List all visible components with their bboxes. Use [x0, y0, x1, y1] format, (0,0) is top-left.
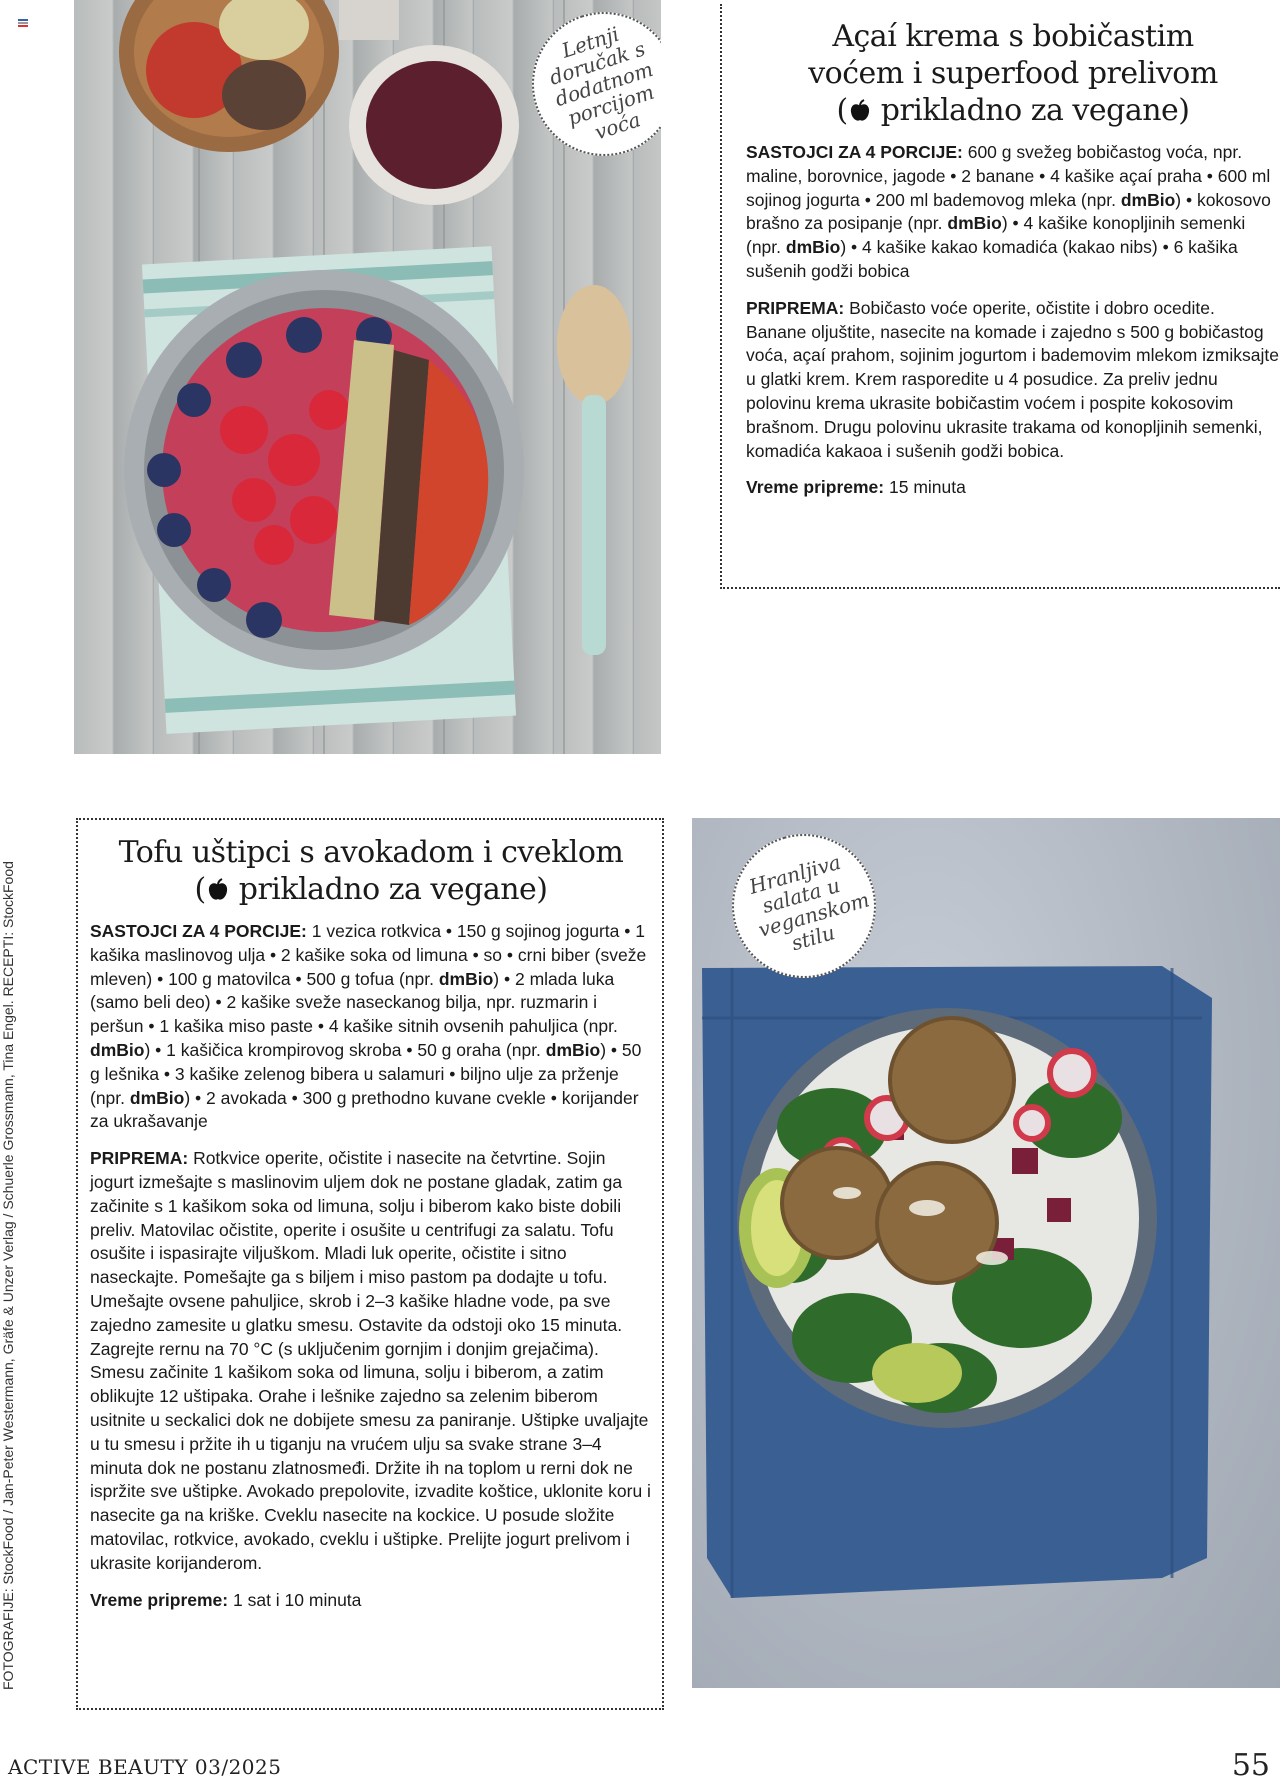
ingredients-paragraph — [90, 920, 652, 1134]
title-line: prikladno za vegane) — [880, 93, 1190, 128]
brand-name: dmBio — [438, 968, 494, 989]
prep-time-value: 1 sat i 10 minuta — [228, 1589, 362, 1610]
page-number: 55 — [1231, 1748, 1270, 1783]
ingredients-text: ) • 4 kašike kakao komadića (kakao nibs) • 6 kašika sušenih godži bobica — [746, 237, 1238, 281]
preparation-label: PRIPREMA: — [90, 1148, 189, 1169]
recipe-title: Açaí krema s bobičastim voćem i superfood prelivom ( prikladno za vegane) — [808, 19, 1218, 128]
bubble-text: Hranljiva salata u veganskom stilu — [746, 849, 872, 956]
preparation-paragraph — [90, 1147, 652, 1575]
corner-mark-icon — [18, 18, 28, 28]
ingredients-text: ) • 50 g lešnika • 3 kašike zelenog bibera u salamuri • biljno ulje za prženje (npr. — [90, 1039, 642, 1108]
prep-time-value: 15 minuta — [884, 477, 966, 498]
recipe-acai-cream — [720, 4, 1280, 589]
prep-time — [90, 1589, 652, 1613]
vegan-apple-icon — [206, 878, 230, 902]
brand-name: dmBio — [90, 1039, 145, 1060]
photo-credits: FOTOGRAFIJE: StockFood / Jan-Peter Westermann, Gräfe & Unzer Verlag / Schuerle Grossmann, Tina Engel. RECEPTI: StockFood — [0, 861, 16, 1690]
brand-name: dmBio — [129, 1087, 185, 1108]
preparation-paragraph — [746, 297, 1280, 464]
ingredients-text: ) • 2 avokada • 300 g prethodno kuvane cvekle • korijander za ukrašavanje — [90, 1087, 639, 1132]
ingredients-text: 1 vezica rotkvica • 150 g sojinog jogurta • 1 kašika maslinovog ulja • 2 kašike soka od limuna • so • crni biber (sveže mleven) • 100 g matovilca • 500 g tofua (npr. — [90, 921, 647, 989]
recipe-tofu-fritters — [76, 818, 664, 1710]
title-line: voćem i superfood prelivom — [808, 56, 1218, 91]
title-line: Açaí krema s bobičastim — [832, 19, 1194, 54]
brand-name: dmBio — [947, 213, 1002, 234]
vegan-apple-icon — [848, 99, 872, 123]
magazine-issue: ACTIVE BEAUTY 03/2025 — [8, 1755, 282, 1779]
preparation-text: Rotkvice operite, očistite i nasecite na četvrtine. Sojin jogurt izmešajte s maslinovim uljem dok ne postane gladak, zatim ga začinite s 1 kašikom soka od limuna, solju i biberom kako biste dobili preliv. Matovilac očistite, operite i osušite u centrifugi za salatu. Tofu osušite i ispasirajte viljuškom. Mladi luk operite, očistite i sitno naseckajte. Pomešajte ga s biljem i miso pastom pa dodajte u tofu. Umešajte ovsene pahuljice, skrob i 2–3 kašike hladne vode, pa sve zajedno zamesite u glatku smesu. Ostavite da odstoji oko 15 minuta. Zagrejte rernu na 70 °C (s uključenim gornjim i donjim grejačima). Smesu začinite 1 kašikom soka od limuna, solju i biberom, a zatim oblikujte 12 uštipaka. Orahe i lešnike zajedno sa zelenim biberom usitnite u seckalici dok ne dobijete smesu za paniranje. Uštipke uvaljajte u tu smesu i pržite ih u tiganju na vrućem ulju sa svake strane 3–4 minuta dok ne postanu zlatnosmeđi. Držite ih na toplom u rerni dok ne ispržite sve uštipke. Avokado prepolovite, izvadite koštice, uklonite koru i nasecite ga na kriške. Cveklu nasecite na kockice. U posude složite matovilac, rotkvice, avokado, cveklu i uštipke. Prelijte jogurt prelivom i ukrasite korijanderom. — [90, 1148, 651, 1573]
preparation-text: Bobičasto voće operite, očistite i dobro ocedite. Banane oljuštite, nasecite na komade i zajedno s 500 g bobičastog voća, açaí prahom, sojinim jogurtom i bademovim mlekom izmiksajte u glatki krem. Krem rasporedite u 4 posudice. Za preliv jednu polovinu krema ukrasite bobičastim voćem i pospite kokosovim brašnom. Drugu polovinu ukrasite trakama od konopljinih semenki, komadića kakaoa i sušenih godži bobica. — [746, 297, 1279, 461]
ingredients-text: ) • 2 mlada luka (samo beli deo) • 2 kašike sveže naseckanog bilja, npr. ruzmarin i peršun • 1 kašika miso paste • 4 kašike sitnih ovsenih pahuljica (npr. — [90, 968, 618, 1037]
title-line: Tofu uštipci s avokadom i cveklom — [118, 835, 624, 870]
preparation-label: PRIPREMA: — [746, 297, 845, 318]
acai-bowl-photo — [74, 0, 661, 754]
brand-name: dmBio — [545, 1039, 601, 1060]
ingredients-text: 600 g svežeg bobičastog voća, npr. maline, borovnice, jagode • 2 banane • 4 kašike açaí praha • 600 ml sojinog jogurta • 200 ml bademovog mleka (npr. — [746, 142, 1271, 210]
ingredients-text: ) • 4 kašike konopljinih semenki (npr. — [746, 213, 1246, 258]
prep-time — [746, 476, 1280, 500]
ingredients-label: SASTOJCI ZA 4 PORCIJE: — [746, 142, 963, 162]
title-line: prikladno za vegane) — [238, 872, 548, 907]
recipe-title: Tofu uštipci s avokadom i cveklom ( prikladno za vegane) — [118, 835, 624, 907]
ingredients-paragraph — [746, 141, 1280, 284]
brand-name: dmBio — [1120, 189, 1176, 210]
prep-time-label: Vreme pripreme: — [746, 477, 885, 498]
ingredients-text: ) • 1 kašičica krompirovog skroba • 50 g oraha (npr. — [144, 1039, 546, 1060]
brand-name: dmBio — [785, 237, 841, 258]
tofu-salad-photo — [692, 818, 1280, 1688]
prep-time-label: Vreme pripreme: — [90, 1589, 229, 1610]
ingredients-label: SASTOJCI ZA 4 PORCIJE: — [90, 921, 307, 941]
ingredients-text: ) • kokosovo brašno za posipanje (npr. — [746, 189, 1271, 234]
bubble-text: Letnji doručak s dodatnom porcijom voća — [546, 21, 657, 145]
